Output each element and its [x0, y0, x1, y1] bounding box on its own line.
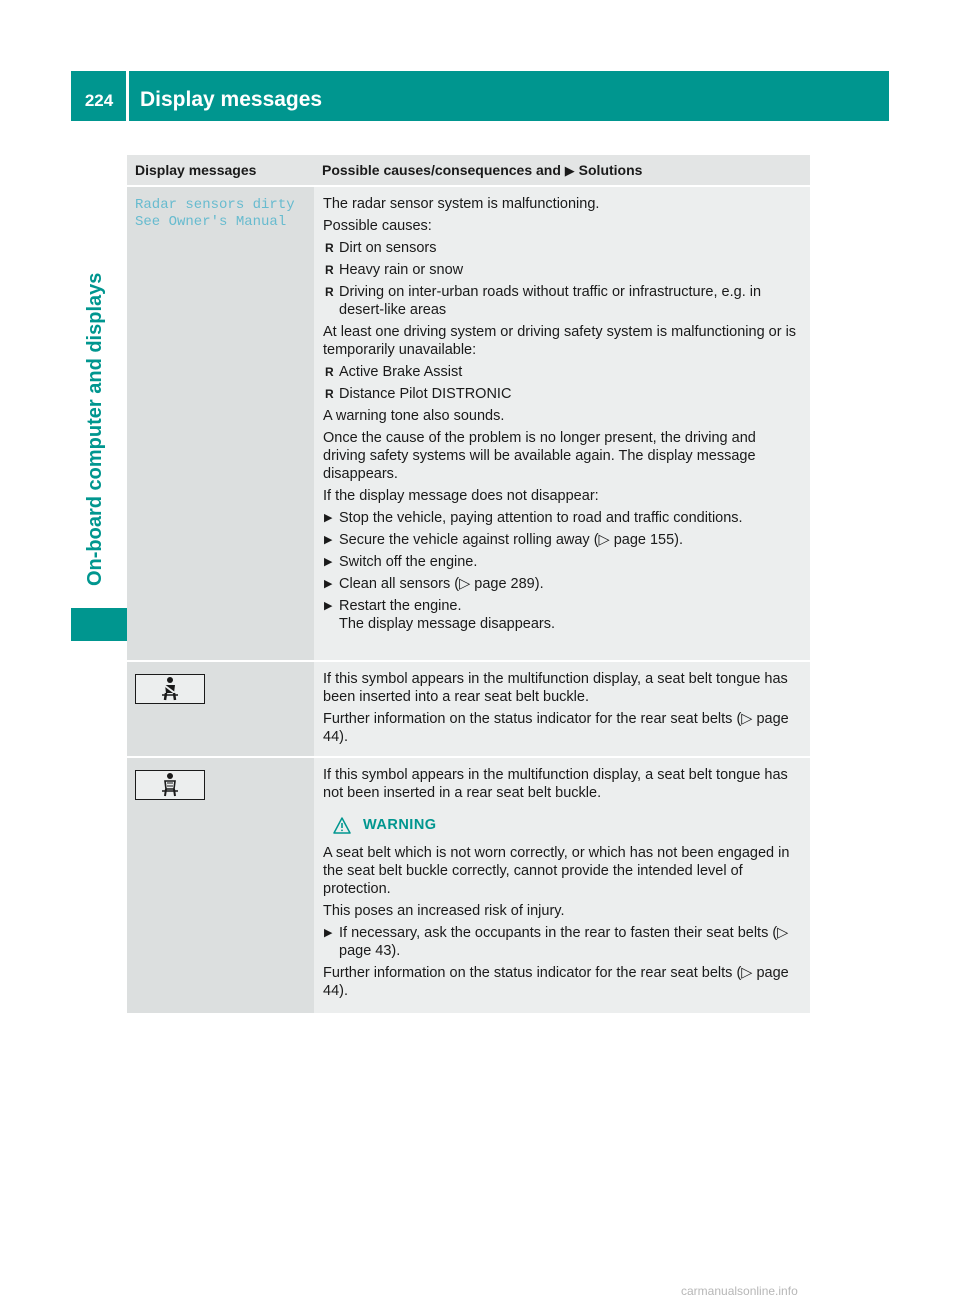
paragraph: Once the cause of the problem is no longer present, the driving and driving safety systems will be available again. The display message disappears. [323, 430, 756, 482]
paragraph: If this symbol appears in the multifunction display, a seat belt tongue has been inserted into a rear seat belt buckle. [323, 671, 788, 705]
paragraph: The radar sensor system is malfunctioning. [323, 196, 600, 212]
warning-triangle-icon [333, 817, 351, 834]
header-divider [126, 71, 129, 121]
instruction-step [323, 597, 802, 633]
play-arrow-icon: ▶ [564, 162, 575, 178]
step-text: Stop the vehicle, paying attention to road and traffic conditions. [339, 510, 743, 526]
list-item [323, 363, 802, 381]
bullet-icon: R [325, 263, 334, 277]
paragraph: This poses an increased risk of injury. [323, 903, 565, 919]
bullet-icon: R [325, 285, 334, 299]
page-title: Display messages [140, 88, 323, 111]
table-row [127, 186, 810, 661]
instruction-step [323, 924, 802, 960]
message-cell [127, 661, 314, 757]
list-item [323, 385, 802, 403]
list-item-text: Distance Pilot DISTRONIC [339, 386, 512, 402]
step-text: If necessary, ask the occupants in the rear to fasten their seat belts (▷ page 43). [339, 925, 789, 959]
table-row [127, 757, 810, 1013]
solution-cell [314, 661, 810, 757]
bullet-icon: R [325, 387, 334, 401]
col-header-messages: Display messages [127, 155, 314, 186]
col-header-suffix: Solutions [578, 161, 643, 178]
list-item [323, 239, 802, 257]
table-header-row [127, 155, 810, 186]
step-text: Restart the engine. [339, 598, 462, 614]
list-item-text: Driving on inter-urban roads without traffic or infrastructure, e.g. in desert-like areas [339, 284, 762, 318]
list-item [323, 283, 802, 319]
paragraph: Further information on the status indicator for the rear seat belts (▷ page 44). [323, 965, 789, 999]
message-cell [127, 757, 314, 1013]
instruction-step [323, 553, 802, 571]
paragraph: A warning tone also sounds. [323, 408, 505, 424]
section-title-vertical: On-board computer and displays [84, 272, 106, 586]
step-arrow-icon: ▶ [324, 512, 333, 524]
step-text: Switch off the engine. [339, 554, 478, 570]
seat-belt-fastened-icon [135, 674, 205, 704]
paragraph: Further information on the status indicator for the rear seat belts (▷ page 44). [323, 711, 789, 745]
display-messages-table [127, 155, 810, 1013]
paragraph: If the display message does not disappear: [323, 488, 599, 504]
list-item [323, 261, 802, 279]
instruction-step [323, 509, 802, 527]
step-result: The display message disappears. [339, 616, 556, 632]
step-arrow-icon: ▶ [324, 927, 333, 939]
instruction-step [323, 575, 802, 593]
message-cell [127, 186, 314, 661]
list-item-text: Dirt on sensors [339, 240, 437, 256]
step-arrow-icon: ▶ [324, 534, 333, 546]
bullet-icon: R [325, 365, 334, 379]
paragraph: If this symbol appears in the multifunction display, a seat belt tongue has not been inserted in a rear seat belt buckle. [323, 767, 788, 801]
step-arrow-icon: ▶ [324, 600, 333, 612]
watermark: carmanualsonline.info [681, 1284, 798, 1298]
display-message-line: See Owner's Manual [135, 214, 287, 230]
display-message-line: Radar sensors dirty [135, 197, 295, 213]
col-header-prefix: Possible causes/consequences and [322, 161, 561, 178]
solution-cell [314, 186, 810, 661]
list-item-text: Heavy rain or snow [339, 262, 464, 278]
paragraph: At least one driving system or driving safety system is malfunctioning or is temporarily unavailable: [323, 324, 797, 358]
step-arrow-icon: ▶ [324, 578, 333, 590]
step-text: Clean all sensors (▷ page 289). [339, 576, 544, 592]
paragraph: A seat belt which is not worn correctly, or which has not been engaged in the seat belt buckle correctly, cannot provide the intended level of protection. [323, 845, 790, 897]
seat-belt-unfastened-icon [135, 770, 205, 800]
page-number: 224 [84, 91, 114, 110]
step-text: Secure the vehicle against rolling away (▷ page 155). [339, 532, 684, 548]
instruction-step [323, 531, 802, 549]
col-header-solutions [314, 155, 810, 186]
warning-heading [323, 816, 802, 834]
paragraph: Possible causes: [323, 218, 432, 234]
solution-cell [314, 757, 810, 1013]
section-marker [71, 608, 127, 641]
bullet-icon: R [325, 241, 334, 255]
step-arrow-icon: ▶ [324, 556, 333, 568]
warning-label: WARNING [363, 817, 437, 833]
list-item-text: Active Brake Assist [339, 364, 463, 380]
table-row [127, 661, 810, 757]
